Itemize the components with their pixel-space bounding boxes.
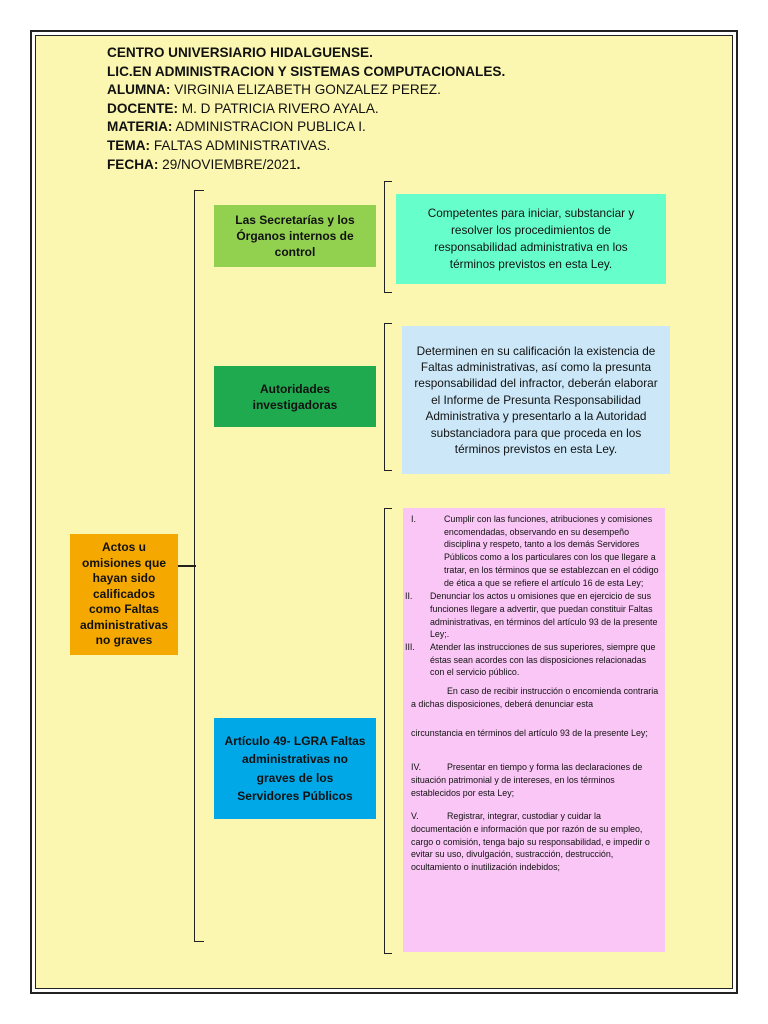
root-node-label: Actos u omisiones que hayan sido calificados como Faltas administrativas no graves <box>79 539 169 648</box>
institution-line: CENTRO UNIVERSIARIO HIDALGUENSE. <box>107 45 373 60</box>
root-node <box>70 534 178 655</box>
detail-autoridades: Determinen en su calificación la existencia de Faltas administrativas, así como la presunta responsabilidad del infractor, deberán elaborar el Informe de Presunta Responsabilidad Administrativa y presentarlo a la Autoridad substanciadora para que proceda en los términos previstos en esta Ley. <box>402 326 670 474</box>
date-line: FECHA: 29/NOVIEMBRE/2021. <box>107 156 301 172</box>
date-label: FECHA: <box>107 156 159 172</box>
teacher-line <box>107 100 667 119</box>
list-item-v: V. Registrar, integrar, custodiar y cuidar la documentación e información que por razón de su empleo, cargo o comisión, tenga bajo su responsabilidad, e impedir o evitar su uso, divulgación, sustracción, destrucción, ocultamiento o inutilización indebidos; <box>411 811 650 873</box>
list-item-iii-continuation: En caso de recibir instrucción o encomienda contraria a dichas disposiciones, deberá denunciar esta <box>411 686 659 709</box>
branch-autoridades: Autoridades investigadoras <box>214 366 376 427</box>
detail-secretarias: Competentes para iniciar, substanciar y resolver los procedimientos de responsabilidad administrativa en los términos previstos en esta Ley. <box>396 194 666 284</box>
list-item-iii: III. Atender las instrucciones de sus superiores, siempre que éstas sean acordes con las disposiciones relacionadas con el servicio público. <box>405 642 656 678</box>
teacher-value: M. D PATRICIA RIVERO AYALA. <box>181 100 379 116</box>
teacher-label: DOCENTE: <box>107 100 178 116</box>
topic-value: FALTAS ADMINISTRATIVAS. <box>153 137 331 153</box>
branch-articulo-49: Artículo 49- LGRA Faltas administrativas no graves de los Servidores Públicos <box>214 718 376 819</box>
detail-articulo-49 <box>403 508 665 952</box>
date-value: 29/NOVIEMBRE/2021 <box>162 156 297 172</box>
branch-secretarias: Las Secretarías y los Órganos internos de control <box>214 205 376 267</box>
bracket-secretarias <box>384 181 392 293</box>
list-item-ii: II. Denunciar los actos u omisiones que en ejercicio de sus funciones llegare a advertir, que puedan constituir Faltas administrativas, en términos del artículo 93 de la presente Ley;. <box>405 591 658 640</box>
list-item-iv: IV. Presentar en tiempo y forma las declaraciones de situación patrimonial y de intereses, en los términos establecidos por esta Ley; <box>411 762 643 798</box>
subject-label: MATERIA: <box>107 119 173 135</box>
subject-line <box>107 118 667 137</box>
list-item-iii-continuation-2: circunstancia en términos del artículo 93 de la presente Ley; <box>411 727 648 738</box>
document-header <box>107 44 667 174</box>
topic-line <box>107 137 667 156</box>
program-line: LIC.EN ADMINISTRACION Y SISTEMAS COMPUTACIONALES. <box>107 63 506 79</box>
student-value: VIRGINIA ELIZABETH GONZALEZ PEREZ. <box>174 82 441 98</box>
student-label: ALUMNA: <box>107 82 171 98</box>
bracket-articulo-49 <box>384 508 392 954</box>
list-item-i: I. Cumplir con las funciones, atribuciones y comisiones encomendadas, observando en su desempeño disciplina y respeto, tanto a los demás Servidores Públicos como a los particulares con los que llegare a tratar, en los términos que se establezcan en el código de ética a que se refiere el artículo 16 de esta Ley; <box>411 514 659 588</box>
student-line <box>107 81 667 100</box>
subject-value: ADMINISTRACION PUBLICA I. <box>175 119 366 135</box>
bracket-autoridades <box>384 323 392 471</box>
topic-label: TEMA: <box>107 137 151 153</box>
main-bracket <box>194 190 204 942</box>
